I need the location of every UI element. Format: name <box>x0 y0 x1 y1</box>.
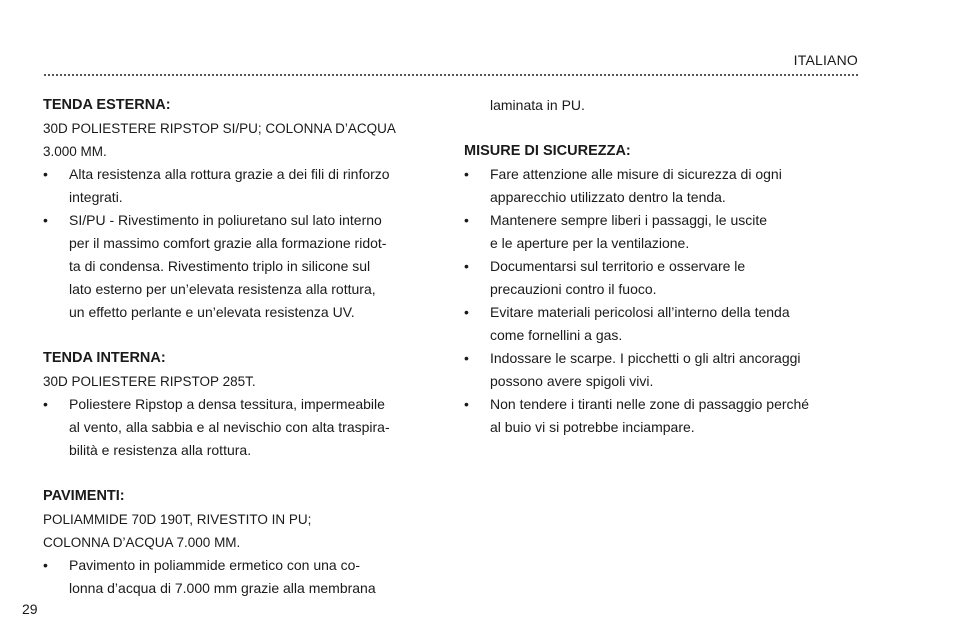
bullet-text: un effetto perlante e un’elevata resistenza UV. <box>69 304 355 320</box>
spec-line: 30D POLIESTERE RIPSTOP 285T. <box>43 374 256 389</box>
bullet-text: SI/PU - Rivestimento in poliuretano sul lato interno <box>69 212 382 228</box>
bullet-list <box>43 163 435 324</box>
bullet-text: apparecchio utilizzato dentro la tenda. <box>490 189 726 205</box>
bullet-text: Mantenere sempre liberi i passaggi, le uscite <box>490 212 768 228</box>
spec-line: 3.000 MM. <box>43 144 107 159</box>
spec-line: 30D POLIESTERE RIPSTOP SI/PU; COLONNA D’ACQUA <box>43 121 396 136</box>
bullet-item <box>43 209 435 324</box>
bullet-text: come fornellini a gas. <box>490 327 623 343</box>
bullet-item <box>43 554 435 600</box>
bullet-item <box>43 163 435 209</box>
bullet-text: al buio vi si potrebbe inciampare. <box>490 419 695 435</box>
spec-line: POLIAMMIDE 70D 190T, RIVESTITO IN PU; <box>43 512 312 527</box>
bullet-text: per il massimo comfort grazie alla formazione ridot- <box>69 235 387 251</box>
bullet-text: bilità e resistenza alla rottura. <box>69 442 252 458</box>
bullet-list <box>43 393 435 462</box>
bullet-text: lonna d’acqua di 7.000 mm grazie alla membrana <box>69 580 376 596</box>
dotted-divider <box>44 74 858 76</box>
bullet-item <box>464 255 856 301</box>
bullet-text: ta di condensa. Rivestimento triplo in silicone sul <box>69 258 371 274</box>
section-title: TENDA ESTERNA: <box>43 97 171 113</box>
bullet-text: lato esterno per un’elevata resistenza alla rottura, <box>69 281 376 297</box>
bullet-text: precauzioni contro il fuoco. <box>490 281 657 297</box>
bullet-text: Poliestere Ripstop a densa tessitura, impermeabile <box>69 396 385 412</box>
section-floors <box>43 485 435 600</box>
bullet-text: Indossare le scarpe. I picchetti o gli altri ancoraggi <box>490 350 801 366</box>
section-title: PAVIMENTI: <box>43 488 125 504</box>
bullet-item <box>464 163 856 209</box>
bullet-item <box>464 347 856 393</box>
section-inner-tent <box>43 347 435 462</box>
bullet-text: Non tendere i tiranti nelle zone di passaggio perché <box>490 396 810 412</box>
language-label: ITALIANO <box>793 52 858 68</box>
bullet-text: possono avere spigoli vivi. <box>490 373 654 389</box>
bullet-text: integrati. <box>69 189 123 205</box>
bullet-text: Fare attenzione alle misure di sicurezza di ogni <box>490 166 782 182</box>
bullet-text: Evitare materiali pericolosi all’interno della tenda <box>490 304 790 320</box>
bullet-text: al vento, alla sabbia e al nevischio con alta traspira- <box>69 419 390 435</box>
bullet-list <box>464 163 856 439</box>
section-title: MISURE DI SICUREZZA: <box>464 143 631 159</box>
page-number: 29 <box>22 601 38 617</box>
bullet-text: Pavimento in poliammide ermetico con una co- <box>69 557 361 573</box>
section-title: TENDA INTERNA: <box>43 350 166 366</box>
bullet-text: e le aperture per la ventilazione. <box>490 235 690 251</box>
bullet-text: Alta resistenza alla rottura grazie a dei fili di rinforzo <box>69 166 390 182</box>
right-column <box>464 94 856 462</box>
left-column <box>43 94 435 623</box>
section-outer-tent <box>43 94 435 324</box>
bullet-item <box>464 301 856 347</box>
bullet-list <box>43 554 435 600</box>
bullet-item <box>43 393 435 462</box>
continuation-text: laminata in PU. <box>490 97 585 113</box>
bullet-item <box>464 393 856 439</box>
spec-line: COLONNA D’ACQUA 7.000 MM. <box>43 535 241 550</box>
bullet-text: Documentarsi sul territorio e osservare le <box>490 258 746 274</box>
section-safety <box>464 140 856 439</box>
bullet-item <box>464 209 856 255</box>
